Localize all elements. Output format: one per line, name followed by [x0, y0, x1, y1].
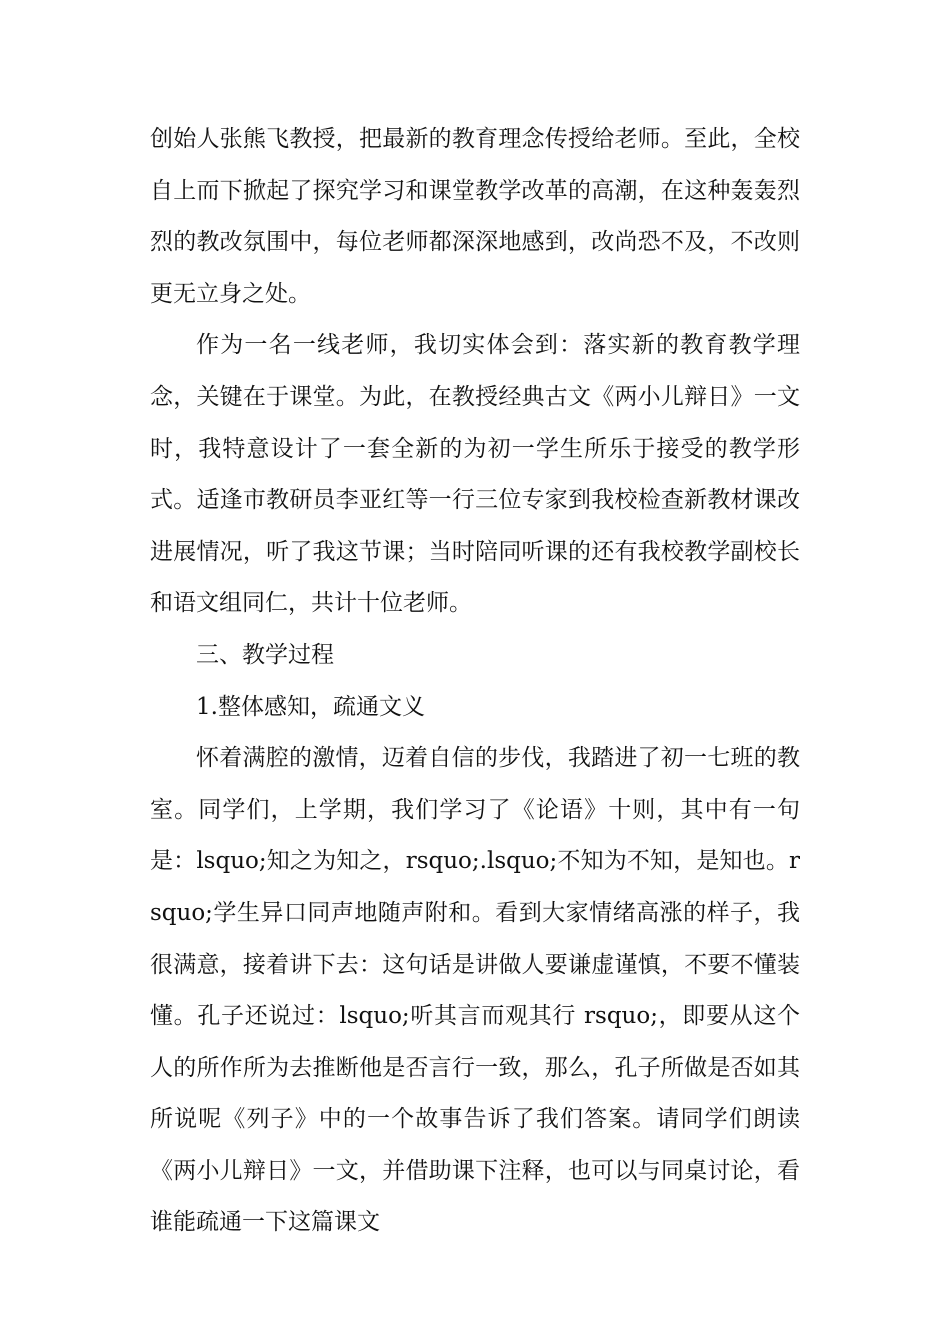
paragraph-teacher-reflection: 作为一名一线老师，我切实体会到：落实新的教育教学理念，关键在于课堂。为此，在教授经典古文《两小儿辩日》一文时，我特意设计了一套全新的为初一学生所乐于接受的教学形式。适逢市教研员李亚红等一行三位专家到我校检查新教材课改进展情况，听了我这节课；当时陪同听课的还有我校教学副校长和语文组同仁，共计十位老师。 — [150, 332, 800, 617]
paragraph-classroom-narrative: 怀着满腔的激情，迈着自信的步伐，我踏进了初一七班的教室。同学们，上学期，我们学习了《论语》十则，其中有一句是：lsquo;知之为知之，rsquo;.lsquo;不知为不知，是知也。rsquo;学生异口同声地随声附和。看到大家情绪高涨的样子，我很满意，接着讲下去：这句话是讲做人要谦虚谨慎，不要不懂装懂。孔子还说过：lsquo;听其言而观其行 rsquo;，即要从这个人的所作所为去推断他是否言行一致，那么，孔子所做是否如其所说呢《列子》中的一个故事告诉了我们答案。请同学们朗读《两小儿辩日》一文，并借助课下注释，也可以与同桌讨论，看谁能疏通一下这篇课文 — [150, 745, 800, 1236]
document-body — [150, 114, 800, 1249]
section-heading-teaching-process: 三、教学过程 — [196, 641, 334, 668]
subsection-heading-overall-perception: 1.整体感知，疏通文义 — [196, 693, 425, 720]
paragraph-intro-continuation: 创始人张熊飞教授，把最新的教育理念传授给老师。至此，全校自上而下掀起了探究学习和课堂教学改革的高潮，在这种轰轰烈烈的教改氛围中，每位老师都深深地感到，改尚恐不及，不改则更无立身之处。 — [150, 126, 800, 307]
